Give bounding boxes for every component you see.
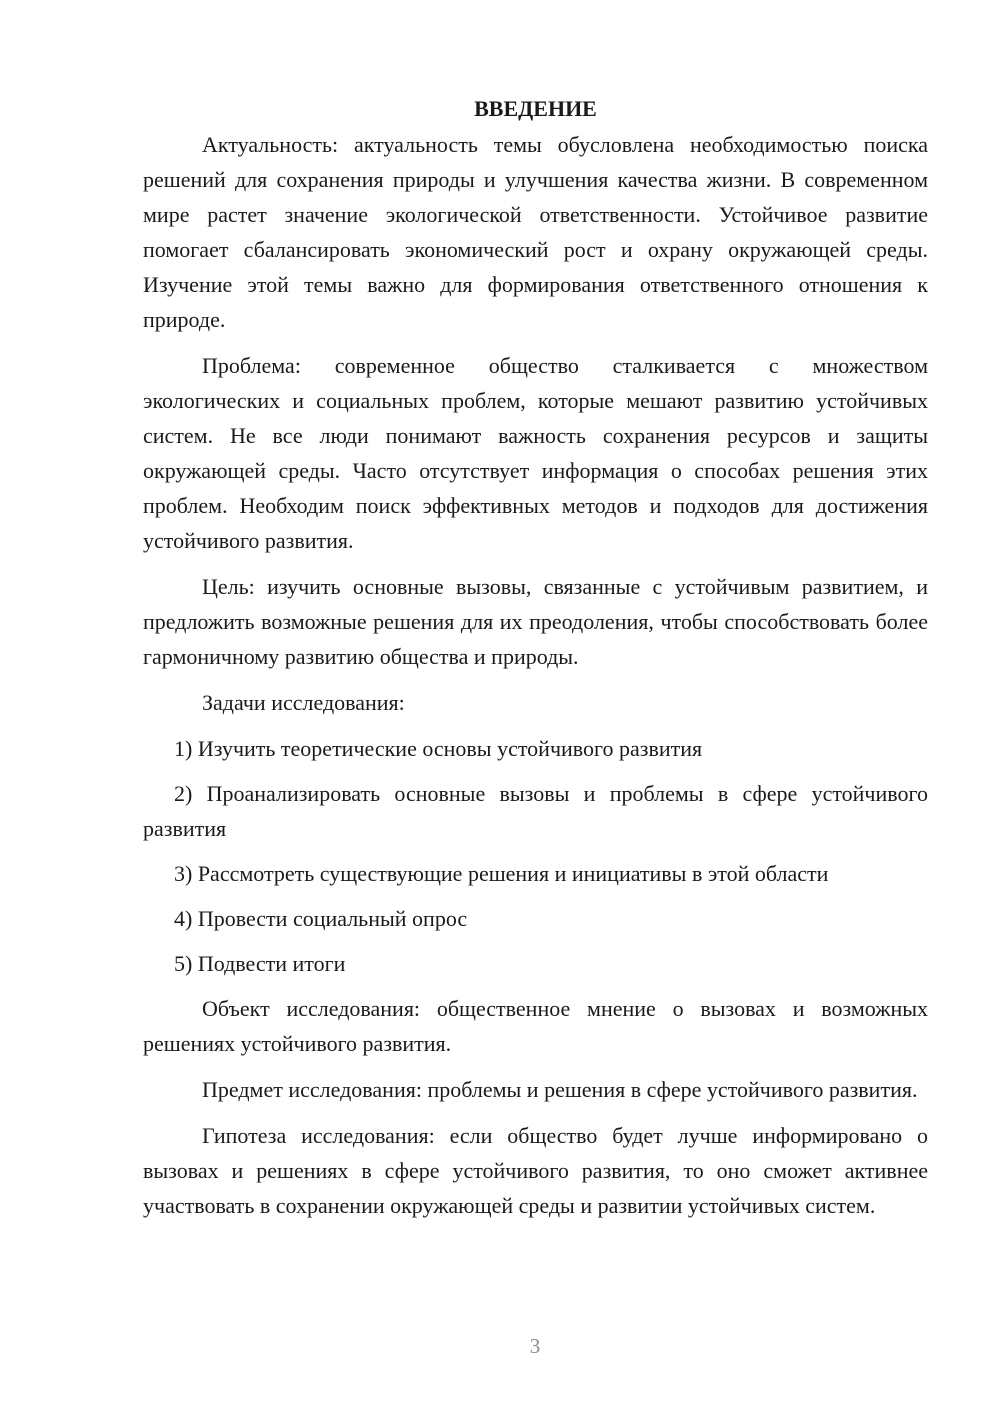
paragraph-subject: Предмет исследования: проблемы и решения в сфере устойчивого развития. xyxy=(202,1077,918,1102)
task-item: 2) Проанализировать основные вызовы и проблемы в сфере устойчивого развития xyxy=(143,781,928,841)
paragraph-tasks-heading: Задачи исследования: xyxy=(202,690,405,715)
document-page xyxy=(143,92,928,1234)
paragraph-goal: Цель: изучить основные вызовы, связанные с устойчивым развитием, и предложить возможные решения для их преодоления, чтобы способствовать более гармоничному развитию общества и природы. xyxy=(143,574,928,669)
paragraph-object: Объект исследования: общественное мнение о вызовах и возможных решениях устойчивого развития. xyxy=(143,996,928,1056)
task-list xyxy=(143,731,928,981)
task-item: 4) Провести социальный опрос xyxy=(174,906,468,931)
section-title: ВВЕДЕНИЕ xyxy=(474,96,597,121)
paragraph-hypothesis: Гипотеза исследования: если общество будет лучше информировано о вызовах и решениях в сфере устойчивого развития, то оно сможет активнее участвовать в сохранении окружающей среды и развитии устойчивых систем. xyxy=(143,1123,928,1218)
paragraph-problem: Проблема: современное общество сталкивается с множеством экологических и социальных проблем, которые мешают развитию устойчивых систем. Не все люди понимают важность сохранения ресурсов и защиты окружающей среды. Часто отсутствует информация о способах решения этих проблем. Необходим поиск эффективных методов и подходов для достижения устойчивого развития. xyxy=(143,353,928,553)
task-item: 3) Рассмотреть существующие решения и инициативы в этой области xyxy=(174,861,829,886)
paragraph-relevance: Актуальность: актуальность темы обусловлена необходимостью поиска решений для сохранения природы и улучшения качества жизни. В современном мире растет значение экологической ответственности. Устойчивое развитие помогает сбалансировать экономический рост и охрану окружающей среды. Изучение этой темы важно для формирования ответственного отношения к природе. xyxy=(143,132,928,332)
task-item: 1) Изучить теоретические основы устойчивого развития xyxy=(174,736,703,761)
page-number: 3 xyxy=(529,1334,541,1358)
task-item: 5) Подвести итоги xyxy=(174,951,346,976)
